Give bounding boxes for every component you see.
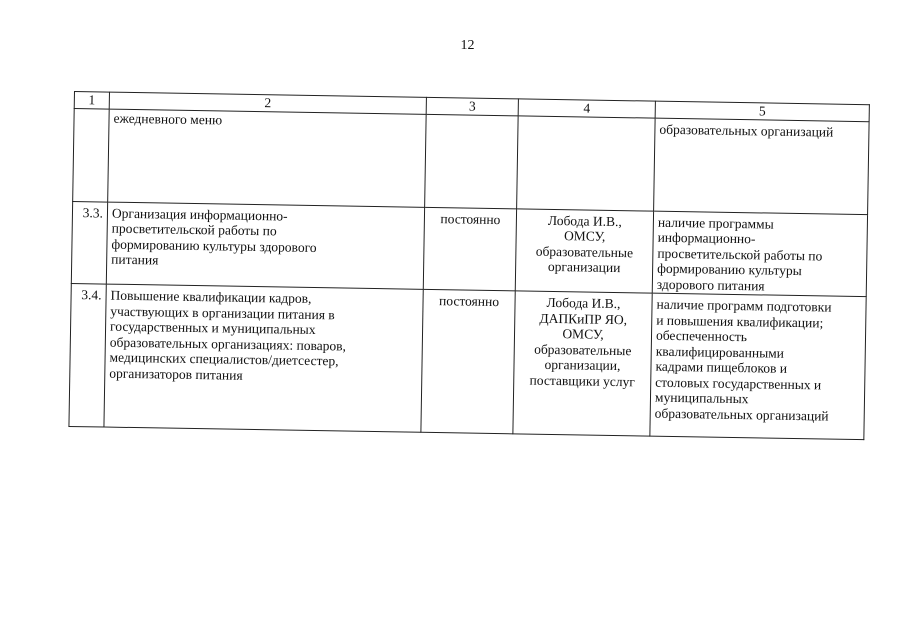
term-cell: постоянно [423, 207, 516, 291]
row-number: 3.4. [69, 283, 106, 427]
measure-cell: Повышение квалификации кадров, участвующих в организации питания в государственных и муниципальных образовательных организациях: поваров, медицинских специалистов/диетсестер, организаторов питания [104, 284, 423, 432]
indicator-cell: наличие программы информационно- просветительской работы по формированию культуры здорового питания [652, 211, 867, 297]
page-number: 12 [460, 38, 475, 53]
row-number [73, 108, 110, 202]
measure-cell: Организация информационно- просветительской работы по формированию культуры здорового питания [106, 202, 424, 290]
row-number: 3.3. [71, 201, 107, 284]
responsible-cell: Лобода И.В., ДАПКиПР ЯО, ОМСУ, образовательные организации, поставщики услуг [513, 291, 652, 436]
table-row [69, 283, 866, 439]
indicator-cell: наличие программ подготовки и повышения квалификации; обеспеченность квалифицированными кадрами пищеблоков и столовых государственных и муниципальных образовательных организаций [650, 293, 866, 440]
term-cell: постоянно [421, 289, 515, 434]
table-container [68, 91, 868, 440]
header-cell-2: 2 [109, 92, 426, 114]
header-cell-4: 4 [518, 99, 655, 118]
header-cell-5: 5 [655, 101, 869, 121]
table-row [71, 201, 867, 297]
indicator-cell: образовательных организаций [654, 118, 870, 215]
responsible-cell: Лобода И.В., ОМСУ, образовательные организации [515, 208, 653, 293]
table-row [73, 108, 869, 214]
measure-cell: ежедневного меню [108, 109, 426, 207]
header-cell-3: 3 [426, 97, 518, 115]
measures-table [68, 91, 869, 440]
header-cell-1: 1 [74, 92, 109, 109]
term-cell [425, 114, 519, 209]
responsible-cell [517, 115, 656, 210]
